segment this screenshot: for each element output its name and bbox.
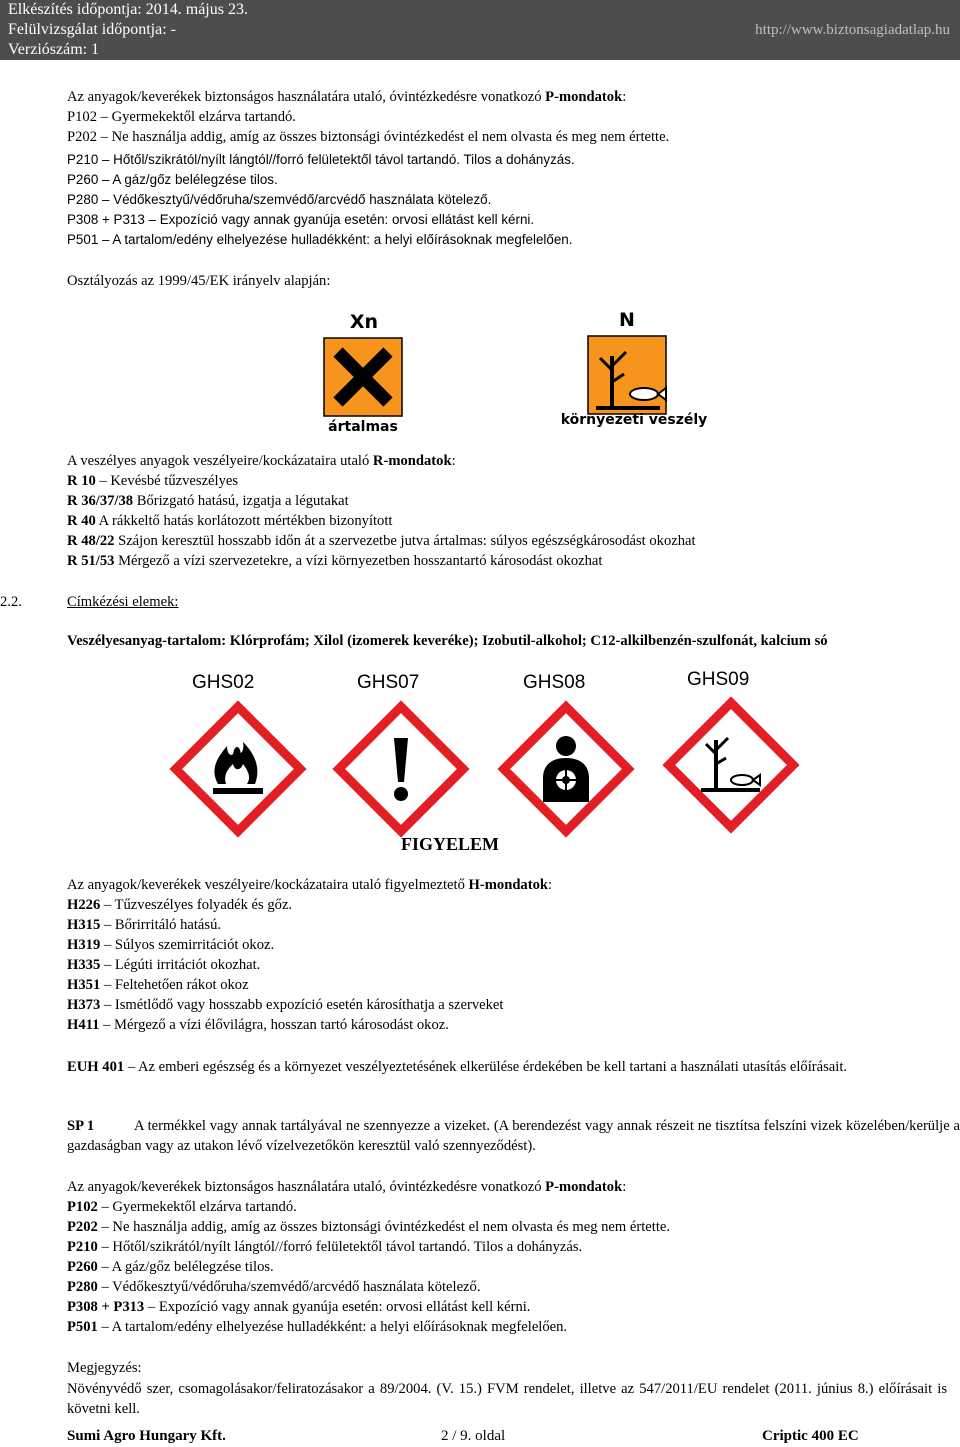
footer-company: Sumi Agro Hungary Kft. bbox=[67, 1428, 226, 1444]
h-statement: H315 – Bőrirritáló hatású. bbox=[67, 917, 222, 933]
p-statement: P501 – A tartalom/edény elhelyezése hulladékként: a helyi előírásoknak megfelelően. bbox=[67, 1319, 568, 1335]
xn-code: Xn bbox=[349, 311, 379, 333]
site-url-link[interactable]: http://www.biztonsagiadatlap.hu bbox=[755, 22, 950, 38]
p-statement: P102 – Gyermekektől elzárva tartandó. bbox=[67, 109, 296, 125]
p-statements-intro: Az anyagok/keverékek biztonságos használatára utaló, óvintézkedésre vonatkozó P-mondatok: bbox=[67, 89, 627, 105]
h-statement: H351 – Feltehetően rákot okoz bbox=[67, 977, 249, 993]
ghs07-label: GHS07 bbox=[357, 672, 420, 693]
hazardous-content: Veszélyesanyag-tartalom: Klórprofám; Xilol (izomerek keveréke); Izobutil-alkohol; C12-alkilbenzén-szulfonát, kalcium só bbox=[67, 633, 828, 649]
p-statement: P210 – Hőtől/szikrától/nyílt lángtól//forró felületektől távol tartandó. Tilos a dohányzás. bbox=[67, 1239, 583, 1255]
r-statements-intro: A veszélyes anyagok veszélyeire/kockázataira utaló R-mondatok: bbox=[67, 453, 456, 469]
ghs08-pictogram bbox=[491, 694, 641, 849]
section-title: Címkézési elemek: bbox=[67, 594, 179, 610]
euh-statement: EUH 401 – Az emberi egészség és a környezet veszélyeztetésének elkerülése érdekében be kell tartani a használati utasítás előírásait. bbox=[67, 1059, 848, 1075]
prepared-date: Elkészítés időpontja: 2014. május 23. bbox=[8, 1, 248, 18]
p-statement: P102 – Gyermekektől elzárva tartandó. bbox=[67, 1199, 297, 1215]
p-statement: P210 – Hőtől/szikrától/nyílt lángtól//forró felületektől távol tartandó. Tilos a dohányzás. bbox=[67, 152, 575, 167]
p-statement: P308 + P313 – Expozíció vagy annak gyanúja esetén: orvosi ellátást kell kérni. bbox=[67, 1299, 531, 1315]
ghs02-pictogram bbox=[163, 694, 313, 849]
ghs09-pictogram bbox=[656, 690, 806, 845]
r-statement: R 48/22 Szájon keresztül hosszabb időn át a szervezetbe jutva ártalmas: súlyos egészségkárosodást okozhat bbox=[67, 533, 696, 549]
p-statement: P280 – Védőkesztyű/védőruha/szemvédő/arcvédő használata kötelező. bbox=[67, 192, 492, 207]
r-statement: R 40 A rákkeltő hatás korlátozott mértékben bizonyított bbox=[67, 513, 393, 529]
footer-product: Criptic 400 EC bbox=[762, 1428, 859, 1444]
section-number: 2.2. bbox=[0, 594, 22, 610]
h-statement: H319 – Súlyos szemirritációt okoz. bbox=[67, 937, 275, 953]
n-environment-symbol bbox=[562, 308, 708, 437]
xn-harmful-symbol bbox=[322, 310, 406, 439]
p-statement: P308 + P313 – Expozíció vagy annak gyanúja esetén: orvosi ellátást kell kérni. bbox=[67, 212, 535, 227]
classification-label: Osztályozás az 1999/45/EK irányelv alapján: bbox=[67, 273, 331, 289]
ghs02-label: GHS02 bbox=[192, 672, 255, 693]
sp-statement: SP 1 A termékkel vagy annak tartályával ne szennyezze a vizeket. (A berendezést vagy annak részeit ne tisztítsa felszíni vizek közelében/kerülje a gazdaságban vagy az utakon lévő vízelvezetőkön keresztül való szennyeződést). bbox=[67, 1118, 960, 1154]
h-statement: H335 – Légúti irritációt okozhat. bbox=[67, 957, 261, 973]
r-statement: R 51/53 Mérgező a vízi szervezetekre, a vízi környezetben hosszantartó károsodást okozhat bbox=[67, 553, 603, 569]
xn-caption: ártalmas bbox=[328, 419, 398, 434]
note-title: Megjegyzés: bbox=[67, 1360, 142, 1376]
r-statement: R 10 – Kevésbé tűzveszélyes bbox=[67, 473, 239, 489]
p-statement: P260 – A gáz/gőz belélegzése tilos. bbox=[67, 1259, 274, 1275]
p-statement: P280 – Védőkesztyű/védőruha/szemvédő/arcvédő használata kötelező. bbox=[67, 1279, 481, 1295]
signal-word: FIGYELEM bbox=[401, 834, 500, 854]
n-caption: környezeti veszély bbox=[562, 412, 708, 428]
h-statement: H226 – Tűzveszélyes folyadék és gőz. bbox=[67, 897, 293, 913]
note-text: Növényvédő szer, csomagolásakor/feliratozásakor a 89/2004. (V. 15.) FVM rendelet, illetve az 547/2011/EU rendelet (2011. június 8.) előírásait is követni kell. bbox=[67, 1381, 947, 1417]
version-number: Verziószám: 1 bbox=[8, 41, 100, 58]
p-statement: P202 – Ne használja addig, amíg az összes biztonsági óvintézkedést el nem olvasta és meg nem értette. bbox=[67, 1219, 671, 1235]
ghs09-label: GHS09 bbox=[687, 669, 750, 690]
p-statement: P260 – A gáz/gőz belélegzése tilos. bbox=[67, 172, 278, 187]
revision-date: Felülvizsgálat időpontja: - bbox=[8, 21, 176, 38]
n-code: N bbox=[619, 309, 635, 331]
ghs07-pictogram bbox=[326, 694, 476, 849]
h-statements-intro: Az anyagok/keverékek veszélyeire/kockázataira utaló figyelmeztető H-mondatok: bbox=[67, 877, 553, 893]
p-statement: P501 – A tartalom/edény elhelyezése hulladékként: a helyi előírásoknak megfelelően. bbox=[67, 232, 573, 247]
h-statement: H411 – Mérgező a vízi élővilágra, hosszan tartó károsodást okoz. bbox=[67, 1017, 449, 1033]
p-statements-intro: Az anyagok/keverékek biztonságos használatára utaló, óvintézkedésre vonatkozó P-mondatok: bbox=[67, 1179, 627, 1195]
r-statement: R 36/37/38 Bőrizgató hatású, izgatja a légutakat bbox=[67, 493, 349, 509]
footer-page-number: 2 / 9. oldal bbox=[441, 1428, 506, 1444]
page-header bbox=[0, 0, 960, 60]
ghs08-label: GHS08 bbox=[523, 672, 586, 693]
p-statement: P202 – Ne használja addig, amíg az összes biztonsági óvintézkedést el nem olvasta és meg nem értette. bbox=[67, 129, 670, 145]
h-statement: H373 – Ismétlődő vagy hosszabb expozíció esetén károsíthatja a szerveket bbox=[67, 997, 504, 1013]
